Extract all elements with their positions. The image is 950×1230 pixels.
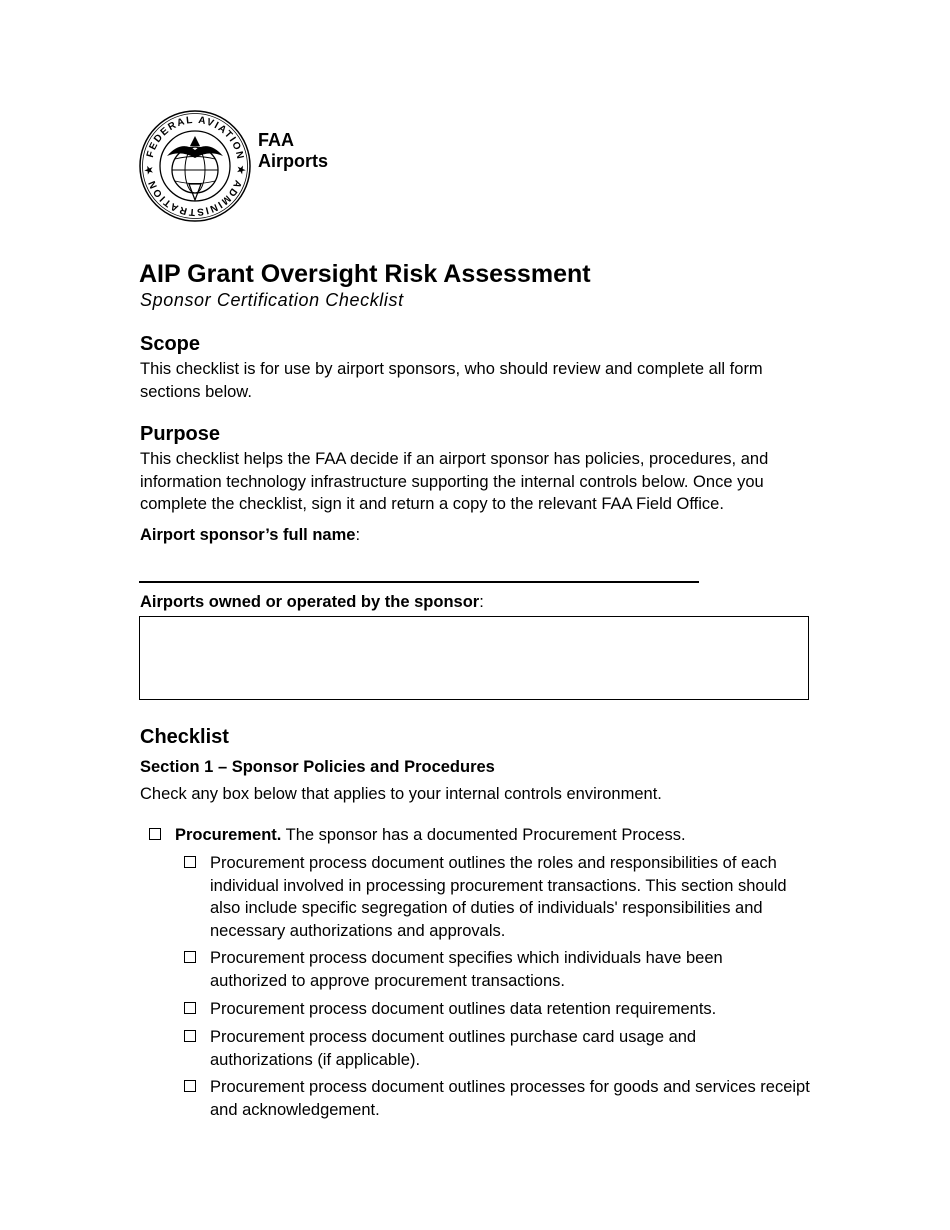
brand-airports: Airports [258, 151, 329, 171]
procurement-sub4-text: Procurement process document outlines purchase card usage and authorizations (if applicable). [210, 1028, 697, 1069]
page-subtitle: Sponsor Certification Checklist [140, 290, 404, 310]
sponsor-name-label [140, 526, 360, 545]
sponsor-name-field[interactable] [139, 581, 699, 583]
scope-text: This checklist is for use by airport sponsors, who should review and complete all form sections below. [140, 360, 763, 401]
procurement-sub1-text: Procurement process document outlines the roles and responsibilities of each individual involved in processing procurement transactions. This section should also include specific segregation of duties of individuals' responsibilities and necessary authorizations and approvals. [210, 854, 787, 940]
airports-field[interactable] [139, 616, 809, 700]
airports-label-text: Airports owned or operated by the sponsor [140, 593, 480, 611]
procurement-sub3-checkbox[interactable] [184, 1002, 196, 1014]
procurement-sub5-text: Procurement process document outlines processes for goods and services receipt and acknowledgement. [210, 1078, 810, 1119]
brand-faa: FAA [258, 130, 294, 150]
procurement-sub4-checkbox[interactable] [184, 1030, 196, 1042]
section1-intro: Check any box below that applies to your internal controls environment. [140, 785, 662, 803]
purpose-heading: Purpose [140, 423, 221, 445]
purpose-text: This checklist helps the FAA decide if an airport sponsor has policies, procedures, and information technology infrastructure supporting the internal controls below. Once you complete the checklist, sign it and return a copy to the relevant FAA Field Office. [140, 450, 769, 513]
faa-seal-logo [139, 110, 251, 222]
procurement-label: Procurement. [175, 826, 282, 844]
procurement-sub1-checkbox[interactable] [184, 856, 196, 868]
brand-block [258, 130, 328, 172]
scope-heading: Scope [140, 333, 201, 355]
airports-colon: : [479, 593, 484, 611]
procurement-checkbox[interactable] [149, 828, 161, 840]
procurement-sub5-checkbox[interactable] [184, 1080, 196, 1092]
procurement-sub2-checkbox[interactable] [184, 951, 196, 963]
procurement-sub2-text: Procurement process document specifies which individuals have been authorized to approve procurement transactions. [210, 949, 723, 990]
svg-text:FEDERAL AVIATION ★ ADMINISTRAT: FEDERAL AVIATION ★ ADMINISTRATION ★ [143, 114, 247, 218]
procurement-sub3-text: Procurement process document outlines data retention requirements. [210, 1000, 717, 1018]
sponsor-name-colon: : [355, 526, 361, 544]
procurement-item [175, 824, 815, 847]
sponsor-name-label-text: Airport sponsor’s full name [140, 526, 356, 544]
checklist-heading: Checklist [140, 726, 229, 748]
procurement-text: The sponsor has a documented Procurement Process. [281, 826, 686, 844]
page-title: AIP Grant Oversight Risk Assessment [139, 260, 591, 288]
section1-title: Section 1 – Sponsor Policies and Procedures [140, 758, 495, 776]
airports-label [140, 593, 484, 612]
